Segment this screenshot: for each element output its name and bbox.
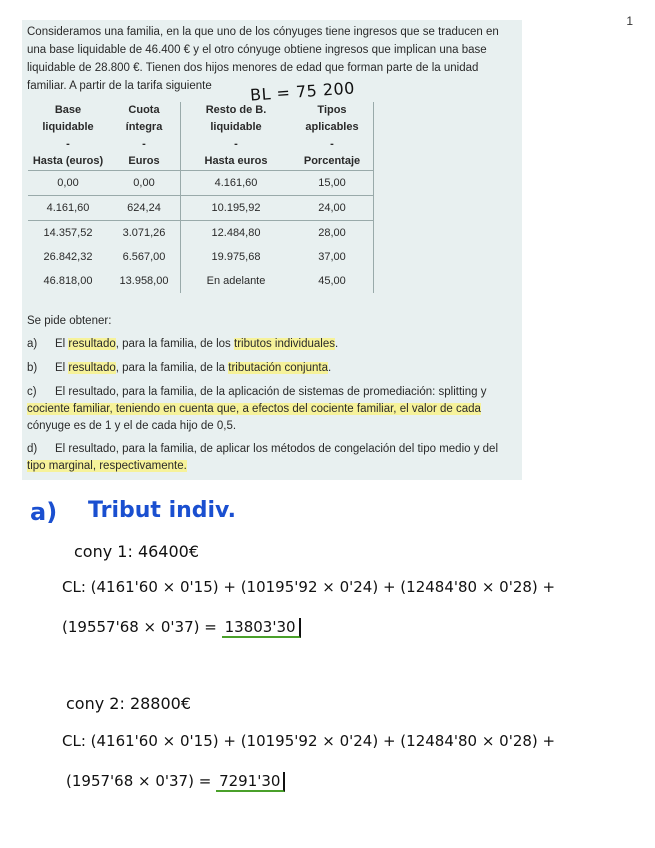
handwritten-formula: (19557'68 × 0'37) = xyxy=(62,618,217,636)
table-cell: 12.484,80 xyxy=(211,227,261,239)
table-header-cell: Tipos xyxy=(291,102,374,119)
question-letter: a) xyxy=(27,338,38,350)
handwritten-section-letter: a) xyxy=(30,498,58,526)
handwritten-bl-note: BL = 75 200 xyxy=(249,78,356,105)
handwritten-cony2-line2 xyxy=(66,772,285,790)
handwritten-formula: (1957'68 × 0'37) = xyxy=(66,772,212,790)
table-header-cell: liquidable xyxy=(42,121,94,133)
table-cell: 26.842,32 xyxy=(43,251,93,263)
table-header-cell: Cuota xyxy=(108,102,181,119)
table-cell: 0,00 xyxy=(108,171,181,196)
question-text: . xyxy=(335,338,339,350)
table-cell: 24,00 xyxy=(291,196,374,221)
table-cell: 14.357,52 xyxy=(43,227,93,239)
table-row xyxy=(28,171,374,196)
question-text: El xyxy=(55,338,69,350)
question-text: cociente familiar, teniendo en cuenta que, a efectos del cociente familiar, el valor de cada xyxy=(27,403,481,415)
question-d xyxy=(27,441,517,475)
table-cell: 28,00 xyxy=(291,221,374,246)
tax-rate-table xyxy=(28,102,374,293)
question-b xyxy=(27,360,331,377)
table-header-cell: Resto de B. xyxy=(205,104,267,116)
question-text: El resultado, para la familia, de la aplicación de sistemas de promediación: splitting y xyxy=(55,386,487,398)
handwritten-cony1-label: cony 1: 46400€ xyxy=(74,542,200,561)
question-text: . xyxy=(327,362,332,374)
table-header-cell: - xyxy=(66,138,70,150)
highlighted-text: resultado xyxy=(68,362,116,374)
table-header-cell: - xyxy=(234,138,238,150)
question-text: , para la familia, de la xyxy=(115,362,229,374)
table-cell: 6.567,00 xyxy=(108,245,181,269)
table-cell: 46.818,00 xyxy=(43,275,93,287)
question-letter: b) xyxy=(27,362,38,374)
page-number: 1 xyxy=(626,14,633,28)
table-header-cell: liquidable xyxy=(210,121,262,133)
problem-statement-box xyxy=(22,20,522,480)
question-text: cónyuge es de 1 y el de cada hijo de 0,5. xyxy=(27,420,237,432)
highlighted-text: tributación conjunta xyxy=(228,362,328,374)
table-row xyxy=(28,245,374,269)
table-header-cell: Euros xyxy=(108,153,181,171)
table-cell: 3.071,26 xyxy=(108,221,181,246)
handwritten-cony2-line1: CL: (4161'60 × 0'15) + (10195'92 × 0'24) + (12484'80 × 0'28) + xyxy=(62,732,556,750)
question-letter: c) xyxy=(27,386,37,398)
table-cell: 4.161,60 xyxy=(181,171,292,196)
question-a xyxy=(27,336,338,353)
table-cell: 15,00 xyxy=(291,171,374,196)
handwritten-cony2-result: 7291'30 xyxy=(216,772,285,792)
intro-paragraph: Consideramos una familia, en la que uno de los cónyuges tiene ingresos que se traducen en una base liquidable de 46.400 € y el otro cónyuge obtiene ingresos que implican una base liquidable de 28.800 €. Tienen dos hijos menores de edad que forman parte de la unidad familiar. A partir de la tarifa siguiente xyxy=(27,26,499,92)
table-header-cell: - xyxy=(108,136,181,153)
table-row xyxy=(28,196,374,221)
table-cell: 45,00 xyxy=(291,269,374,293)
table-header-cell: Hasta (euros) xyxy=(28,153,108,171)
highlighted-text: resultado xyxy=(68,338,116,350)
table-cell: 37,00 xyxy=(291,245,374,269)
question-text: , para la familia, de los xyxy=(115,338,234,350)
table-cell: En adelante xyxy=(206,275,266,287)
question-text: tipo marginal, respectivamente. xyxy=(27,460,187,472)
question-text: El resultado, para la familia, de aplicar los métodos de congelación del tipo medio y del xyxy=(55,443,499,455)
table-cell: 0,00 xyxy=(28,171,108,196)
table-header-cell: Porcentaje xyxy=(291,153,374,171)
handwritten-section-title: Tribut indiv. xyxy=(88,498,236,523)
table-cell: 19.975,68 xyxy=(211,251,261,263)
handwritten-cony1-line2 xyxy=(62,618,301,636)
table-header-cell: aplicables xyxy=(291,119,374,136)
highlighted-text: tributos individuales xyxy=(234,338,336,350)
handwritten-cony2-label: cony 2: 28800€ xyxy=(66,694,192,713)
table-cell: 13.958,00 xyxy=(108,269,181,293)
se-pide-label: Se pide obtener: xyxy=(27,315,112,327)
table-header-cell: Base xyxy=(54,104,82,116)
question-text: El xyxy=(55,362,69,374)
question-letter: d) xyxy=(27,443,38,455)
handwritten-cony1-result: 13803'30 xyxy=(222,618,301,638)
table-cell: 10.195,92 xyxy=(181,196,292,221)
table-cell: 624,24 xyxy=(108,196,181,221)
handwritten-cony1-line1: CL: (4161'60 × 0'15) + (10195'92 × 0'24) + (12484'80 × 0'28) + xyxy=(62,578,556,596)
table-header-cell: íntegra xyxy=(108,119,181,136)
table-cell: 4.161,60 xyxy=(28,196,108,221)
table-header-cell: Hasta euros xyxy=(181,153,292,171)
question-c xyxy=(27,384,517,435)
table-row xyxy=(28,269,374,293)
table-row xyxy=(28,221,374,246)
table-header-cell: - xyxy=(291,136,374,153)
